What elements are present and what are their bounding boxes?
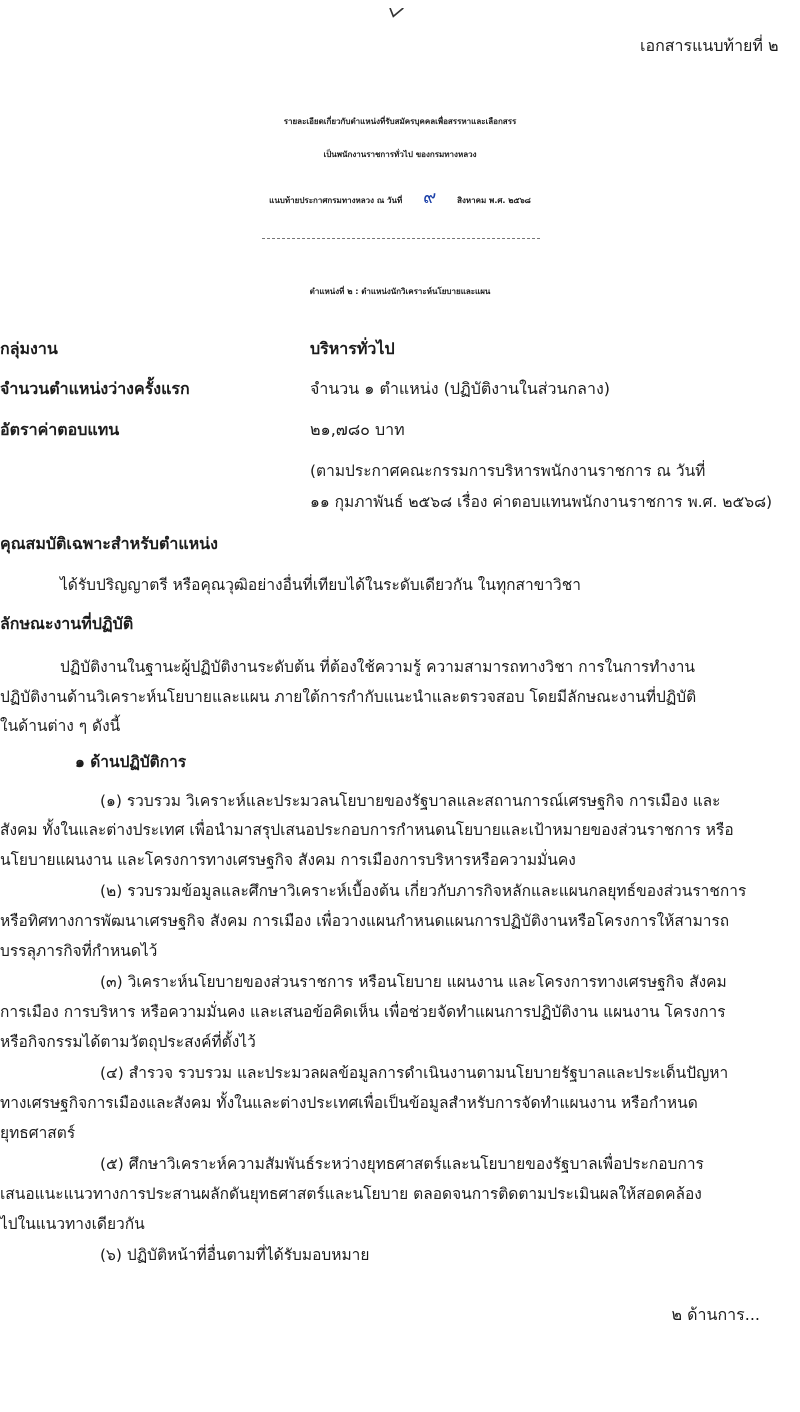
page-fold-mark: [0, 8, 800, 18]
duty-item-3-line-1: (๓) วิเคราะห์นโยบายของส่วนราชการ หรือนโยบาย แผนงาน และโครงการทางเศรษฐกิจ สังคม: [100, 973, 727, 991]
field-value-vacancies: จำนวน ๑ ตำแหน่ง (ปฏิบัติงานในส่วนกลาง): [310, 379, 611, 398]
continuation-marker: ๒ ด้านการ...: [671, 1305, 760, 1324]
document-title-line-1: รายละเอียดเกี่ยวกับตำแหน่งที่รับสมัครบุคคลเพื่อสรรหาและเลือกสรร: [283, 117, 517, 126]
position-heading: ตำแหน่งที่ ๒ : ตำแหน่งนักวิเคราะห์นโยบายและแผน: [309, 287, 491, 296]
qualification-text: ได้รับปริญญาตรี หรือคุณวุฒิอย่างอื่นที่เทียบได้ในระดับเดียวกัน ในทุกสาขาวิชา: [60, 576, 581, 594]
duty-item-2-line-3: บรรลุภารกิจที่กำหนดไว้: [0, 942, 158, 960]
duties-intro-line-2: ปฏิบัติงานด้านวิเคราะห์นโยบายและแผน ภายใต้การกำกับแนะนำและตรวจสอบ โดยมีลักษณะงานที่ปฏิบัติ: [0, 688, 697, 706]
field-value-work-group: บริหารทั่วไป: [310, 339, 395, 358]
duty-item-1-line-2: สังคม ทั้งในและต่างประเทศ เพื่อนำมาสรุปเสนอประกอบการกำหนดนโยบายและเป้าหมายของส่วนราชการ หรือ: [0, 821, 734, 839]
duty-item-2-line-2: หรือทิศทางการพัฒนาเศรษฐกิจ สังคม การเมือง เพื่อวางแผนกำหนดแผนการปฏิบัติงานหรือโครงการให้สามารถ: [0, 912, 730, 930]
duties-intro-line-1: ปฏิบัติงานในฐานะผู้ปฏิบัติงานระดับต้น ที่ต้องใช้ความรู้ ความสามารถทางวิชา การในการทำงาน: [60, 658, 696, 676]
duties-heading: ลักษณะงานที่ปฏิบัติ: [0, 614, 134, 633]
title-date-day: ๙: [423, 187, 437, 208]
duties-intro-line-3: ในด้านต่าง ๆ ดังนี้: [0, 717, 121, 735]
duty-item-4-line-2: ทางเศรษฐกิจการเมืองและสังคม ทั้งในและต่างประเทศเพื่อเป็นข้อมูลสำหรับการจัดทำแผนงาน หรือกำหนด: [0, 1094, 698, 1112]
duty-item-3-line-2: การเมือง การบริหาร หรือความมั่นคง และเสนอข้อคิดเห็น เพื่อช่วยจัดทำแผนการปฏิบัติงาน แผนงาน โครงการ: [0, 1003, 726, 1021]
duty-item-5-line-2: เสนอแนะแนวทางการประสานผลักดันยุทธศาสตร์และนโยบาย ตลอดจนการติดตามประเมินผลให้สอดคล้อง: [0, 1185, 702, 1203]
field-label-work-group: กลุ่มงาน: [0, 339, 58, 358]
document-title-line-2: เป็นพนักงานราชการทั่วไป ของกรมทางหลวง: [323, 150, 477, 159]
duty-item-5-line-3: ไปในแนวทางเดียวกัน: [0, 1215, 145, 1233]
title-date-prefix: แนบท้ายประกาศกรมทางหลวง ณ วันที่: [269, 196, 403, 205]
title-date-suffix: สิงหาคม พ.ศ. ๒๕๖๘: [457, 196, 531, 205]
document-title-line-3: [0, 182, 800, 211]
title-separator: [262, 238, 540, 239]
duty-item-6-line-1: (๖) ปฏิบัติหน้าที่อื่นตามที่ได้รับมอบหมาย: [100, 1246, 370, 1264]
salary-note-line-2: ๑๑ กุมภาพันธ์ ๒๕๖๘ เรื่อง ค่าตอบแทนพนักงานราชการ พ.ศ. ๒๕๖๘): [310, 493, 773, 511]
document-reference: เอกสารแนบท้ายที่ ๒: [640, 36, 779, 55]
duty-item-2-line-1: (๒) รวบรวมข้อมูลและศึกษาวิเคราะห์เบื้องต้น เกี่ยวกับภารกิจหลักและแผนกลยุทธ์ของส่วนราชการ: [100, 882, 747, 900]
duty-item-3-line-3: หรือกิจกรรมได้ตามวัตถุประสงค์ที่ตั้งไว้: [0, 1033, 256, 1051]
duty-item-4-line-1: (๔) สำรวจ รวบรวม และประมวลผลข้อมูลการดำเนินงานตามนโยบายรัฐบาลและประเด็นปัญหา: [100, 1064, 729, 1082]
section-1-heading: ๑ ด้านปฏิบัติการ: [75, 753, 187, 771]
duty-item-5-line-1: (๕) ศึกษาวิเคราะห์ความสัมพันธ์ระหว่างยุทธศาสตร์และนโยบายของรัฐบาลเพื่อประกอบการ: [100, 1155, 704, 1173]
field-value-salary: ๒๑,๗๘๐ บาท: [310, 420, 405, 439]
field-label-salary: อัตราค่าตอบแทน: [0, 420, 120, 439]
duty-item-4-line-3: ยุทธศาสตร์: [0, 1124, 76, 1142]
duty-item-1-line-1: (๑) รวบรวม วิเคราะห์และประมวลนโยบายของรัฐบาลและสถานการณ์เศรษฐกิจ การเมือง และ: [100, 792, 721, 810]
duty-item-1-line-3: นโยบายแผนงาน และโครงการทางเศรษฐกิจ สังคม การเมืองการบริหารหรือความมั่นคง: [0, 851, 576, 869]
field-label-vacancies: จำนวนตำแหน่งว่างครั้งแรก: [0, 379, 190, 398]
qualification-heading: คุณสมบัติเฉพาะสำหรับตำแหน่ง: [0, 534, 218, 553]
salary-note-line-1: (ตามประกาศคณะกรรมการบริหารพนักงานราชการ ณ วันที่: [310, 462, 706, 480]
